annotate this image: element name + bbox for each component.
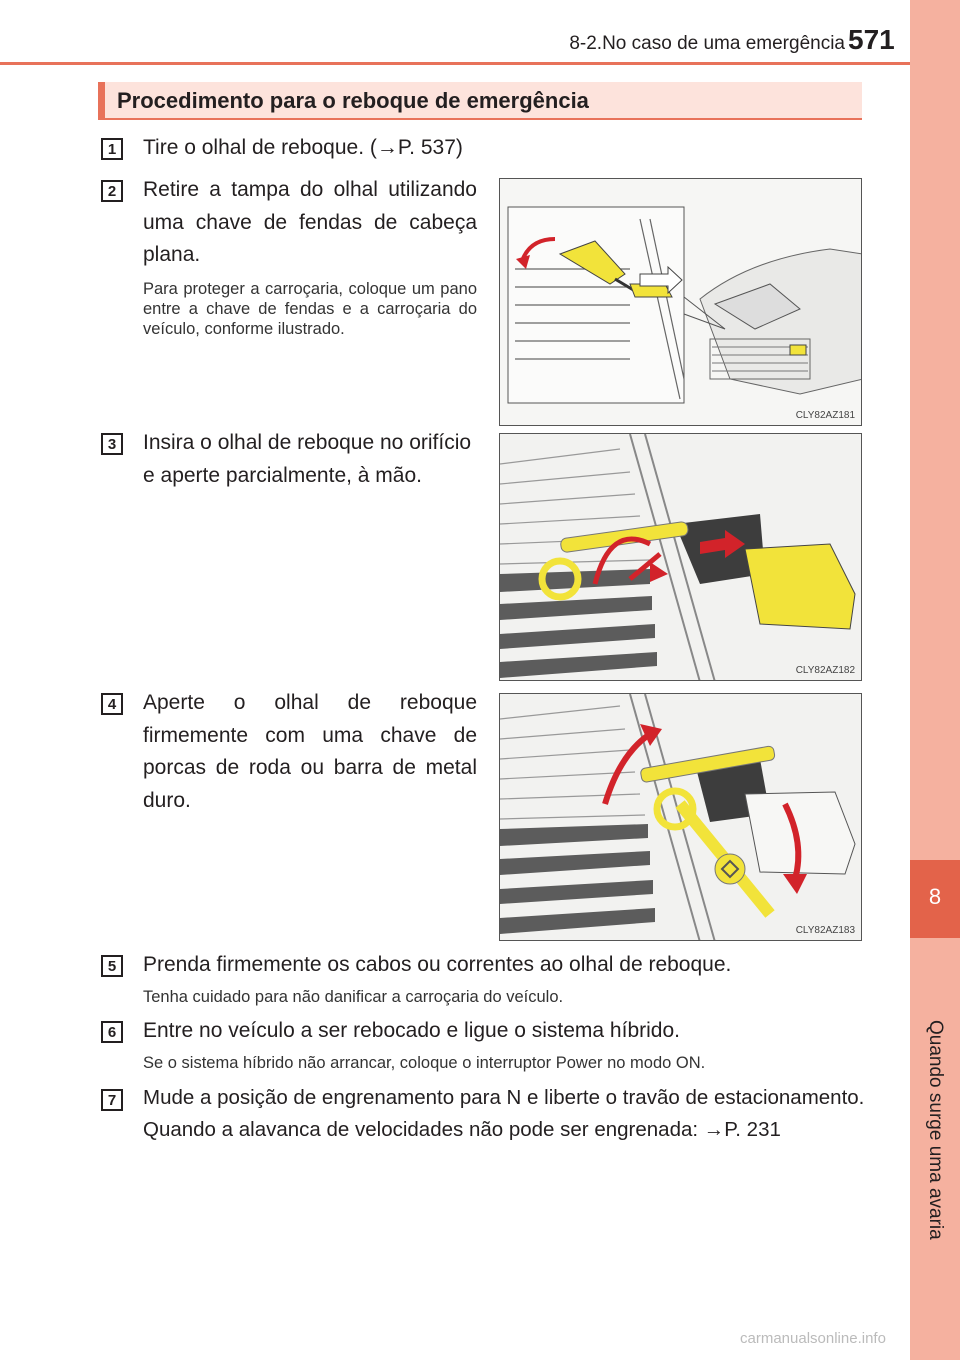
header-section-title: 8-2.No caso de uma emergência xyxy=(569,33,845,54)
chapter-title-vertical xyxy=(912,1020,958,1350)
figure-code: CLY82AZ182 xyxy=(795,665,855,676)
step-2-note: Para proteger a carroçaria, coloque um pano entre a chave de fendas e a carroçaria do veículo, conforme ilustrado. xyxy=(143,280,477,338)
step-number-6: 6 xyxy=(101,1021,123,1043)
step-number-4: 4 xyxy=(101,693,123,715)
figure-insert-eyelet xyxy=(499,433,862,681)
section-title: Procedimento para o reboque de emergência xyxy=(117,88,589,113)
figure-code: CLY82AZ183 xyxy=(795,925,855,936)
figure-remove-cover-drawing xyxy=(500,179,862,426)
step-6-text: Entre no veículo a ser rebocado e ligue o sistema híbrido. xyxy=(143,1019,680,1042)
figure-tighten-eyelet xyxy=(499,693,862,941)
figure-remove-cover xyxy=(499,178,862,426)
header-rule xyxy=(0,62,910,65)
step-2-text: Retire a tampa do olhal utilizando uma chave de fendas de cabeça plana. xyxy=(143,178,477,267)
step-5-note: Tenha cuidado para não danificar a carroçaria do veículo. xyxy=(143,988,564,1006)
step-3-text: Insira o olhal de reboque no orifício e aperte parcialmente, à mão. xyxy=(143,431,472,487)
step-number-1: 1 xyxy=(101,138,123,160)
watermark: carmanualsonline.info xyxy=(740,1330,886,1347)
step-6-note: Se o sistema híbrido não arrancar, coloque o interruptor Power no modo ON. xyxy=(143,1054,706,1072)
step-7-text-2: Quando a alavanca de velocidades não pode ser engrenada: →P. 231 xyxy=(143,1118,781,1141)
step-number-5: 5 xyxy=(101,955,123,977)
step-4-text: Aperte o olhal de reboque firmemente com uma chave de porcas de roda ou barra de metal duro. xyxy=(143,691,477,812)
step-number-7: 7 xyxy=(101,1089,123,1111)
step-number-2: 2 xyxy=(101,180,123,202)
chapter-number: 8 xyxy=(928,884,942,909)
figure-insert-eyelet-drawing xyxy=(500,434,862,681)
figure-code: CLY82AZ181 xyxy=(795,410,855,421)
step-7-text: Mude a posição de engrenamento para N e liberte o travão de estacionamento. xyxy=(143,1086,865,1109)
step-5-text: Prenda firmemente os cabos ou correntes ao olhal de reboque. xyxy=(143,953,732,976)
chapter-title: Quando surge uma avaria xyxy=(925,1020,946,1240)
figure-tighten-eyelet-drawing xyxy=(500,694,862,941)
step-number-3: 3 xyxy=(101,433,123,455)
step-1-text: Tire o olhal de reboque. (→P. 537) xyxy=(143,136,463,159)
page-number: 571 xyxy=(848,24,895,55)
